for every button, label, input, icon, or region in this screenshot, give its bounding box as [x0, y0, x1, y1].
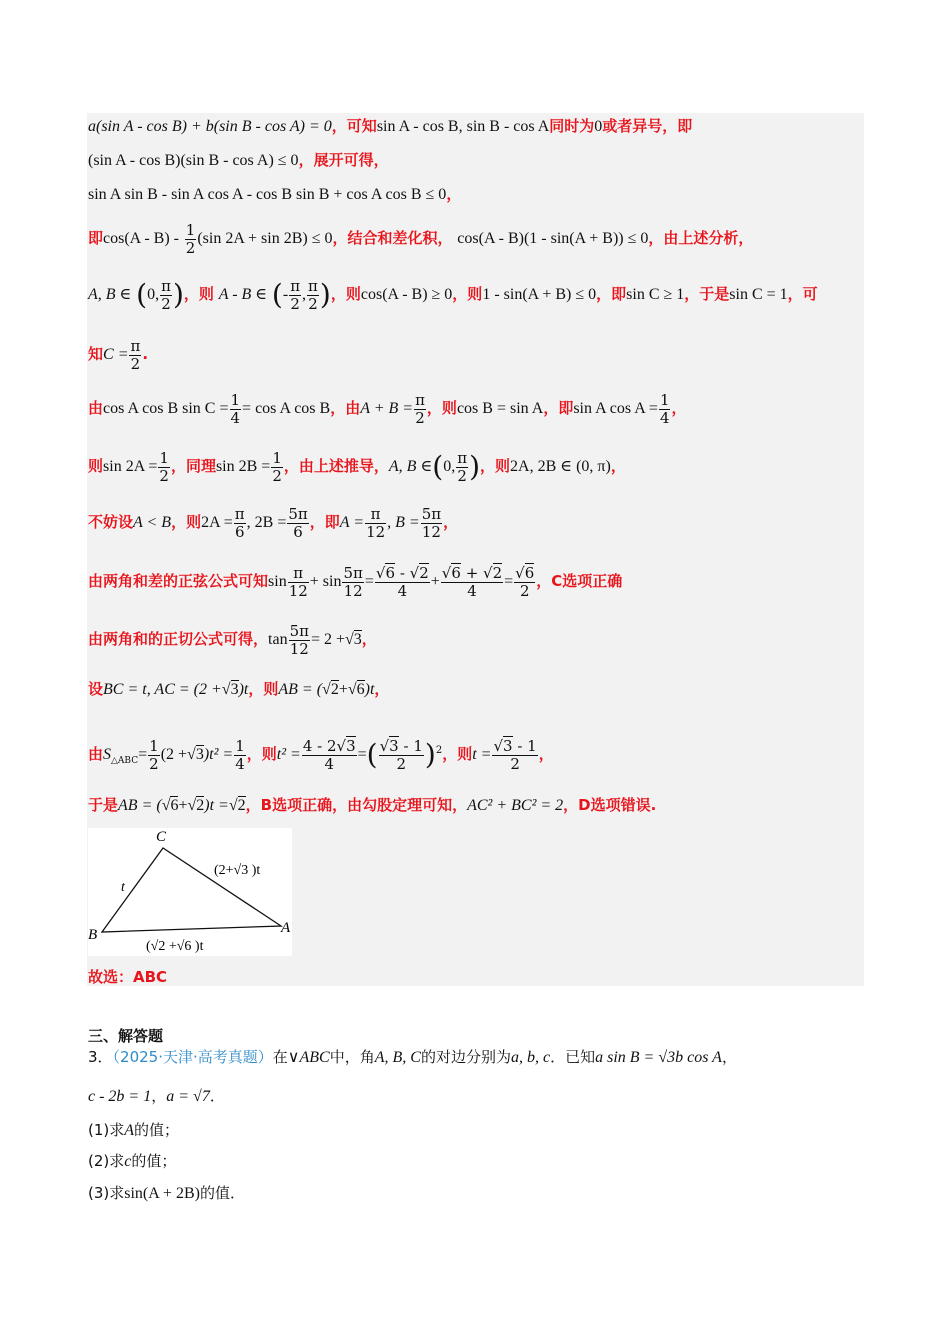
solution-line-3: sin A sin B - sin A cos A - cos B sin B + cos A cos B ≤ 0， [88, 185, 462, 203]
solution-line-10: 由两角和差的正弦公式可知sin $\frac{\pi}{12}$ + sin $\frac{5\pi}{12}$ = $\frac{√6 - √2}{4}$ + $\frac{√6 + √2}{4}$ = $\frac{√6}{2}$ ，C选项正确 [88, 563, 623, 600]
fraction: $\frac{\pi}{2}$ [290, 276, 301, 313]
question-3-part-1: (1)求A的值； [88, 1121, 180, 1139]
solution-line-1: a(sin A - cos B) + b(sin B - cos A) = 0，可知sin A - cos B, sin B - cos A同时为0或者异号，即 [88, 117, 693, 135]
question-3-part-2: (2)求c的值； [88, 1152, 177, 1170]
fraction: $\frac{1}{4}$ [235, 736, 245, 773]
fraction: $\frac{5\pi}{6}$ [288, 504, 308, 541]
solution-line-4: 即cos(A - B) - $\frac{1}{2}$ (sin 2A + sin 2B) ≤ 0，结合和差化积， cos(A - B)(1 - sin(A + B)) ≤ 0，由上述分析， [88, 220, 754, 257]
solution-line-9: 不妨设A < B，则2A = $\frac{\pi}{6}$ , 2B = $\frac{5\pi}{6}$ ，即A = $\frac{\pi}{12}$ , B = $\frac{5\pi}{12}$ ， [88, 504, 459, 541]
fraction: $\frac{1}{2}$ [185, 220, 196, 257]
fraction: $\frac{√3 - 1}{2}$ [493, 736, 537, 773]
fraction: $\frac{\pi}{2}$ [457, 448, 468, 485]
vertex-label-a: A [281, 920, 291, 936]
section-title: 三、解答题 [88, 1027, 164, 1045]
triangle-figure [88, 828, 292, 956]
solution-line-8: 则sin 2A = $\frac{1}{2}$ ，同理sin 2B = $\frac{1}{2}$ ，由上述推导，A, B ∈(0, $\frac{\pi}{2}$ )，则2A, 2B ∈ (0, π)， [88, 448, 626, 485]
fraction: $\frac{5\pi}{12}$ [421, 504, 442, 541]
side-label-ac: (2+√3 )t [214, 863, 261, 878]
side-label-ab: (√2 +√6 )t [146, 939, 204, 954]
fraction: $\frac{5\pi}{12}$ [343, 563, 363, 600]
fraction: $\frac{\pi}{12}$ [288, 563, 308, 600]
fraction: $\frac{√3 - 1}{2}$ [379, 736, 423, 773]
triangle-shape [102, 848, 281, 932]
solution-line-7: 由cos A cos B sin C = $\frac{1}{4}$ = cos A cos B，由A + B = $\frac{\pi}{2}$ ，则cos B = sin A，即sin A cos A = $\frac{1}{4}$ ， [88, 390, 687, 427]
fraction: $\frac{\pi}{2}$ [130, 336, 141, 373]
solution-line-13: 由$S_{\triangle ABC}=$ $\frac{1}{2}$ (2 +√3)t² = $\frac{1}{4}$ ，则t² = $\frac{4 - 2√3}{4}$ =( $\frac{√3 - 1}{2}$ )$^2$，则t = $\frac{√3 - 1}{2}$ ， [88, 736, 554, 773]
fraction: $\frac{1}{4}$ [230, 390, 241, 427]
side-label-bc: t [121, 880, 125, 895]
solution-line-12: 设BC = t, AC = (2 +√3)t，则AB = (√2+√6)t， [88, 680, 390, 698]
solution-line-11: 由两角和的正切公式可得，tan $\frac{5\pi}{12}$ = 2 +√3， [88, 621, 377, 658]
solution-line-2: (sin A - cos B)(sin B - cos A) ≤ 0，展开可得， [88, 151, 389, 169]
fraction: $\frac{5\pi}{12}$ [289, 621, 309, 658]
fraction: $\frac{\pi}{12}$ [366, 504, 386, 541]
fraction: $\frac{\pi}{2}$ [161, 276, 171, 313]
final-answer: 故选：ABC [88, 968, 168, 986]
triangle-diagram [88, 828, 292, 956]
fraction: $\frac{4 - 2√3}{4}$ [302, 736, 356, 773]
fraction: $\frac{√6}{2}$ [515, 563, 535, 600]
vertex-label-c: C [156, 829, 167, 845]
solution-line-6: 知C = $\frac{\pi}{2}$ . [88, 336, 149, 373]
fraction: $\frac{\pi}{6}$ [234, 504, 245, 541]
fraction: $\frac{1}{4}$ [659, 390, 670, 427]
fraction: $\frac{1}{2}$ [159, 448, 169, 485]
solution-line-14: 于是AB = (√6+√2)t =√2，B选项正确，由勾股定理可知，AC² + BC² = 2，D选项错误. [88, 796, 657, 814]
question-3-line-1: 3．（2025·天津·高考真题）在∨ABC中，角A, B, C的对边分别为a, b, c．已知a sin B = √3b cos A， [88, 1048, 737, 1066]
vertex-label-b: B [88, 927, 98, 943]
fraction: $\frac{√6 - √2}{4}$ [375, 563, 429, 600]
fraction: $\frac{\pi}{2}$ [308, 276, 318, 313]
fraction: $\frac{√6 + √2}{4}$ [441, 563, 503, 600]
question-3-part-3: (3)求sin(A + 2B)的值． [88, 1184, 245, 1202]
question-3-line-2: c - 2b = 1，a = √7． [88, 1087, 225, 1105]
source-tag[interactable]: （2025·天津·高考真题） [112, 1048, 273, 1066]
solution-line-5: A, B ∈ (0, $\frac{\pi}{2}$ )，则 A - B ∈ (- $\frac{\pi}{2}$ , $\frac{\pi}{2}$ )，则cos(A - B) ≥ 0，则1 - sin(A + B) ≤ 0，即sin C ≥ 1，于是sin C = 1，可 [88, 276, 818, 313]
fraction: $\frac{1}{2}$ [272, 448, 282, 485]
fraction: $\frac{1}{2}$ [149, 736, 159, 773]
fraction: $\frac{\pi}{2}$ [415, 390, 425, 427]
